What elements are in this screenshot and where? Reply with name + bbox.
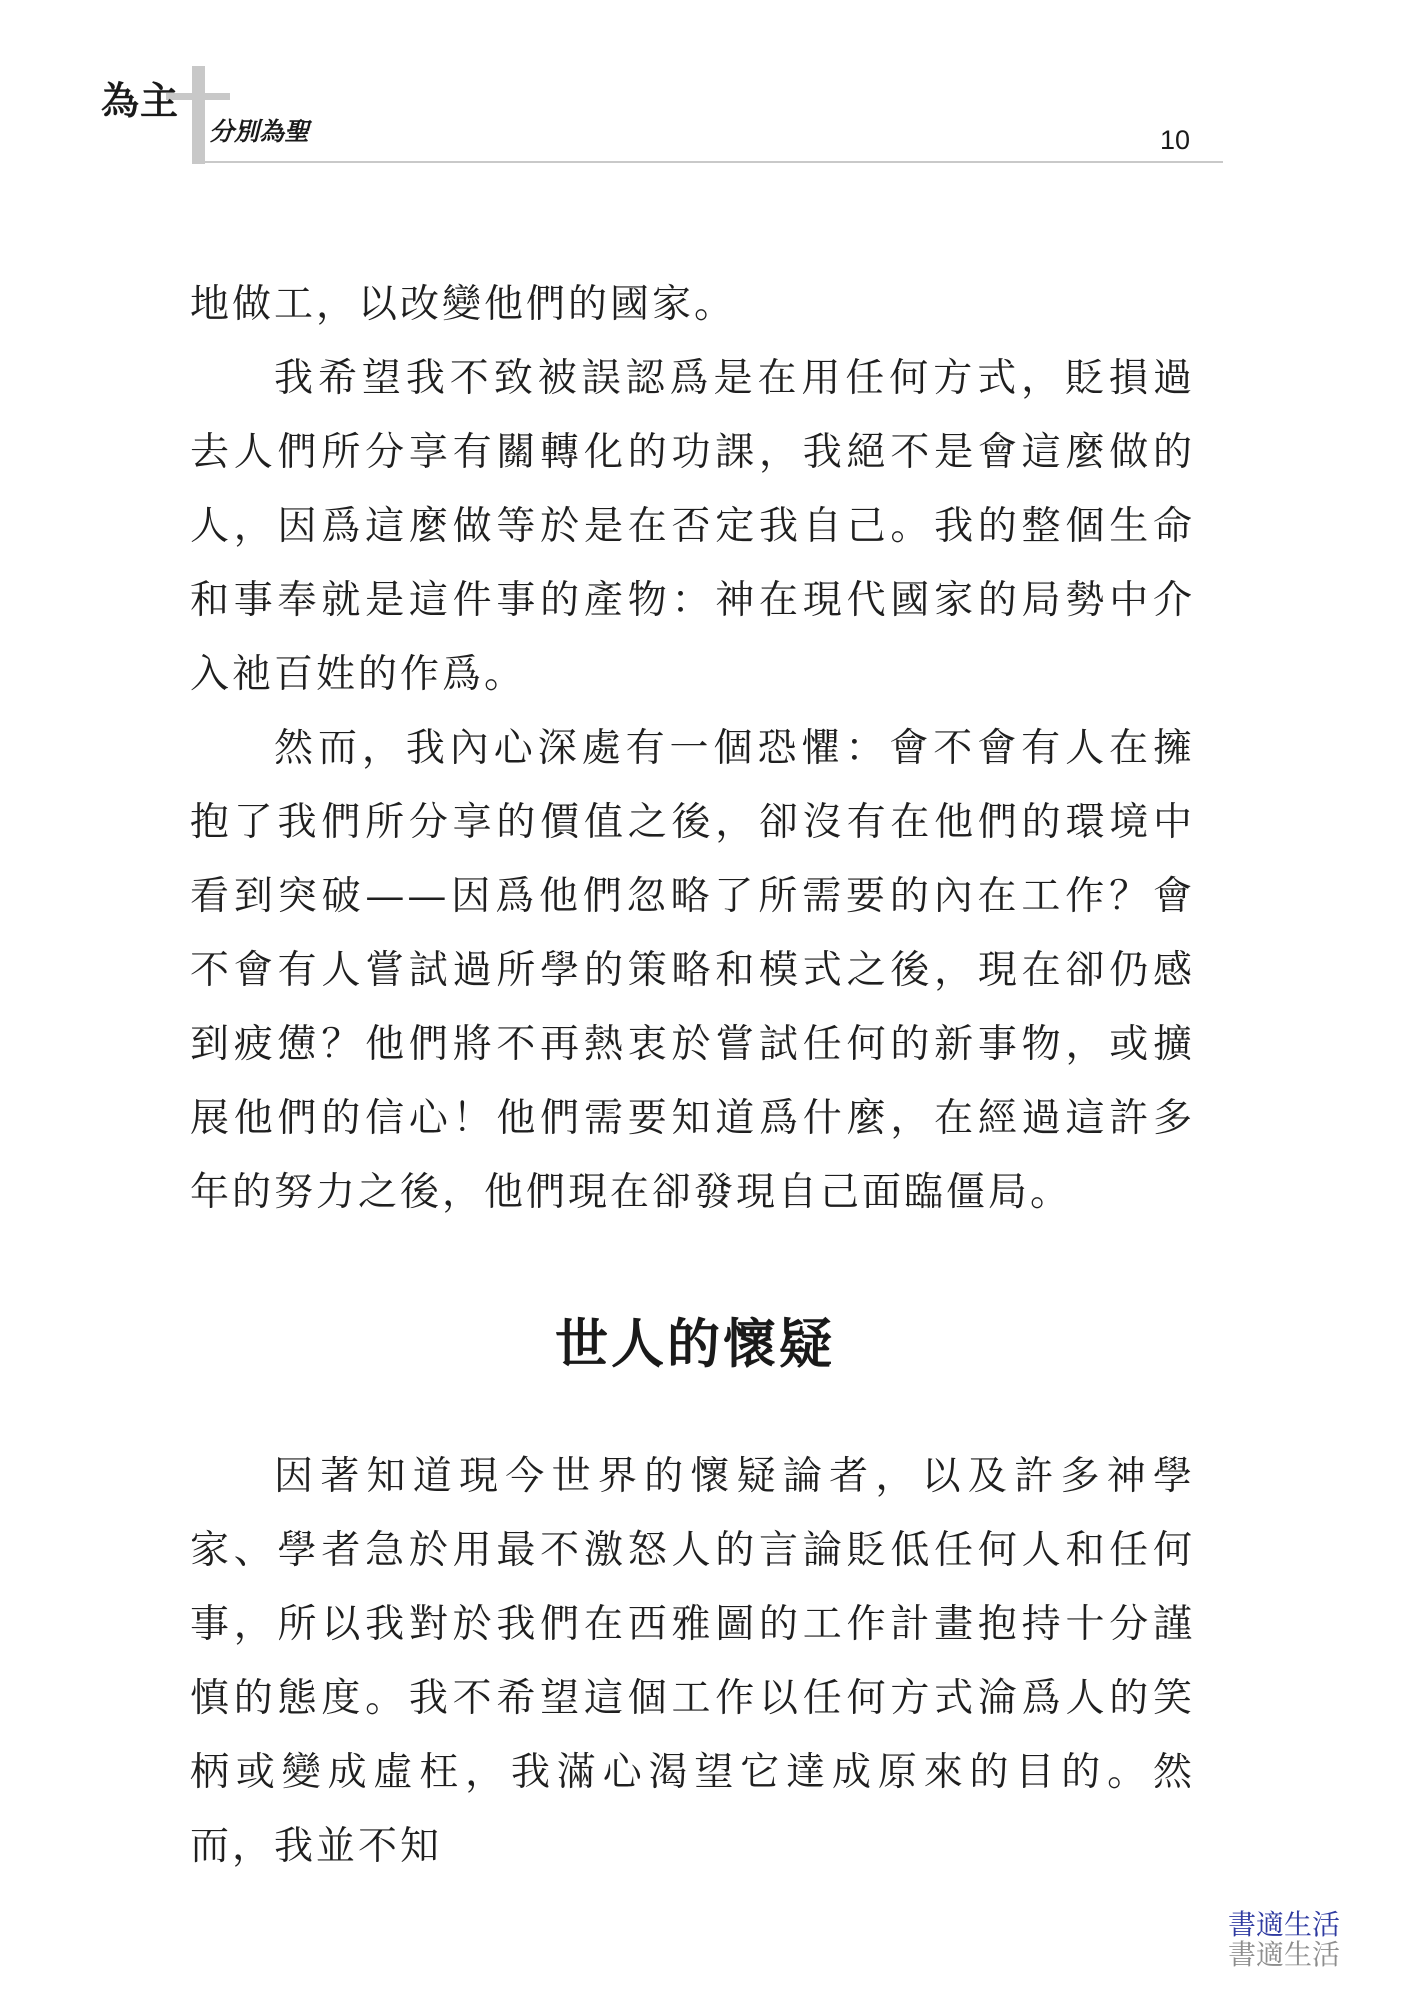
body-text-after-heading bbox=[190, 1440, 1195, 1884]
paragraph: 因著知道現今世界的懷疑論者，以及許多神學家、學者急於用最不激怒人的言論貶低任何人和任何事，所以我對於我們在西雅圖的工作計畫抱持十分謹慎的態度。我不希望這個工作以任何方式淪爲人的笑柄或變成虛枉，我滿心渴望它達成原來的目的。然而，我並不知 bbox=[190, 1454, 1195, 1869]
paragraph: 然而，我內心深處有一個恐懼：會不會有人在擁抱了我們所分享的價值之後，卻沒有在他們的環境中看到突破——因爲他們忽略了所需要的內在工作？會不會有人嘗試過所學的策略和模式之後，現在卻仍感到疲憊？他們將不再熱衷於嘗試任何的新事物，或擴展他們的信心！他們需要知道爲什麼，在經過這許多年的努力之後，他們現在卻發現自己面臨僵局。 bbox=[190, 726, 1195, 1215]
cross-icon-vertical-bar bbox=[192, 66, 205, 164]
page-number: 10 bbox=[1160, 125, 1191, 155]
paragraph: 我希望我不致被誤認爲是在用任何方式，貶損過去人們所分享有關轉化的功課，我絕不是會這麼做的人，因爲這麼做等於是在否定我自己。我的整個生命和事奉就是這件事的產物：神在現代國家的局勢中介入祂百姓的作爲。 bbox=[190, 356, 1195, 697]
section-heading: 世人的懷疑 bbox=[555, 1314, 835, 1375]
book-subtitle: 分別為聖 bbox=[209, 117, 310, 146]
header-divider bbox=[205, 161, 1223, 163]
page-header bbox=[0, 0, 1410, 170]
watermark-text-primary: 書適生活 bbox=[1228, 1908, 1341, 1941]
publisher-watermark bbox=[1228, 1910, 1388, 1970]
book-title: 為主 bbox=[101, 79, 180, 123]
watermark-text-secondary: 書適生活 bbox=[1228, 1938, 1341, 1971]
paragraph-continuation: 地做工，以改變他們的國家。 bbox=[190, 282, 737, 327]
body-text-before-heading bbox=[190, 268, 1195, 1230]
